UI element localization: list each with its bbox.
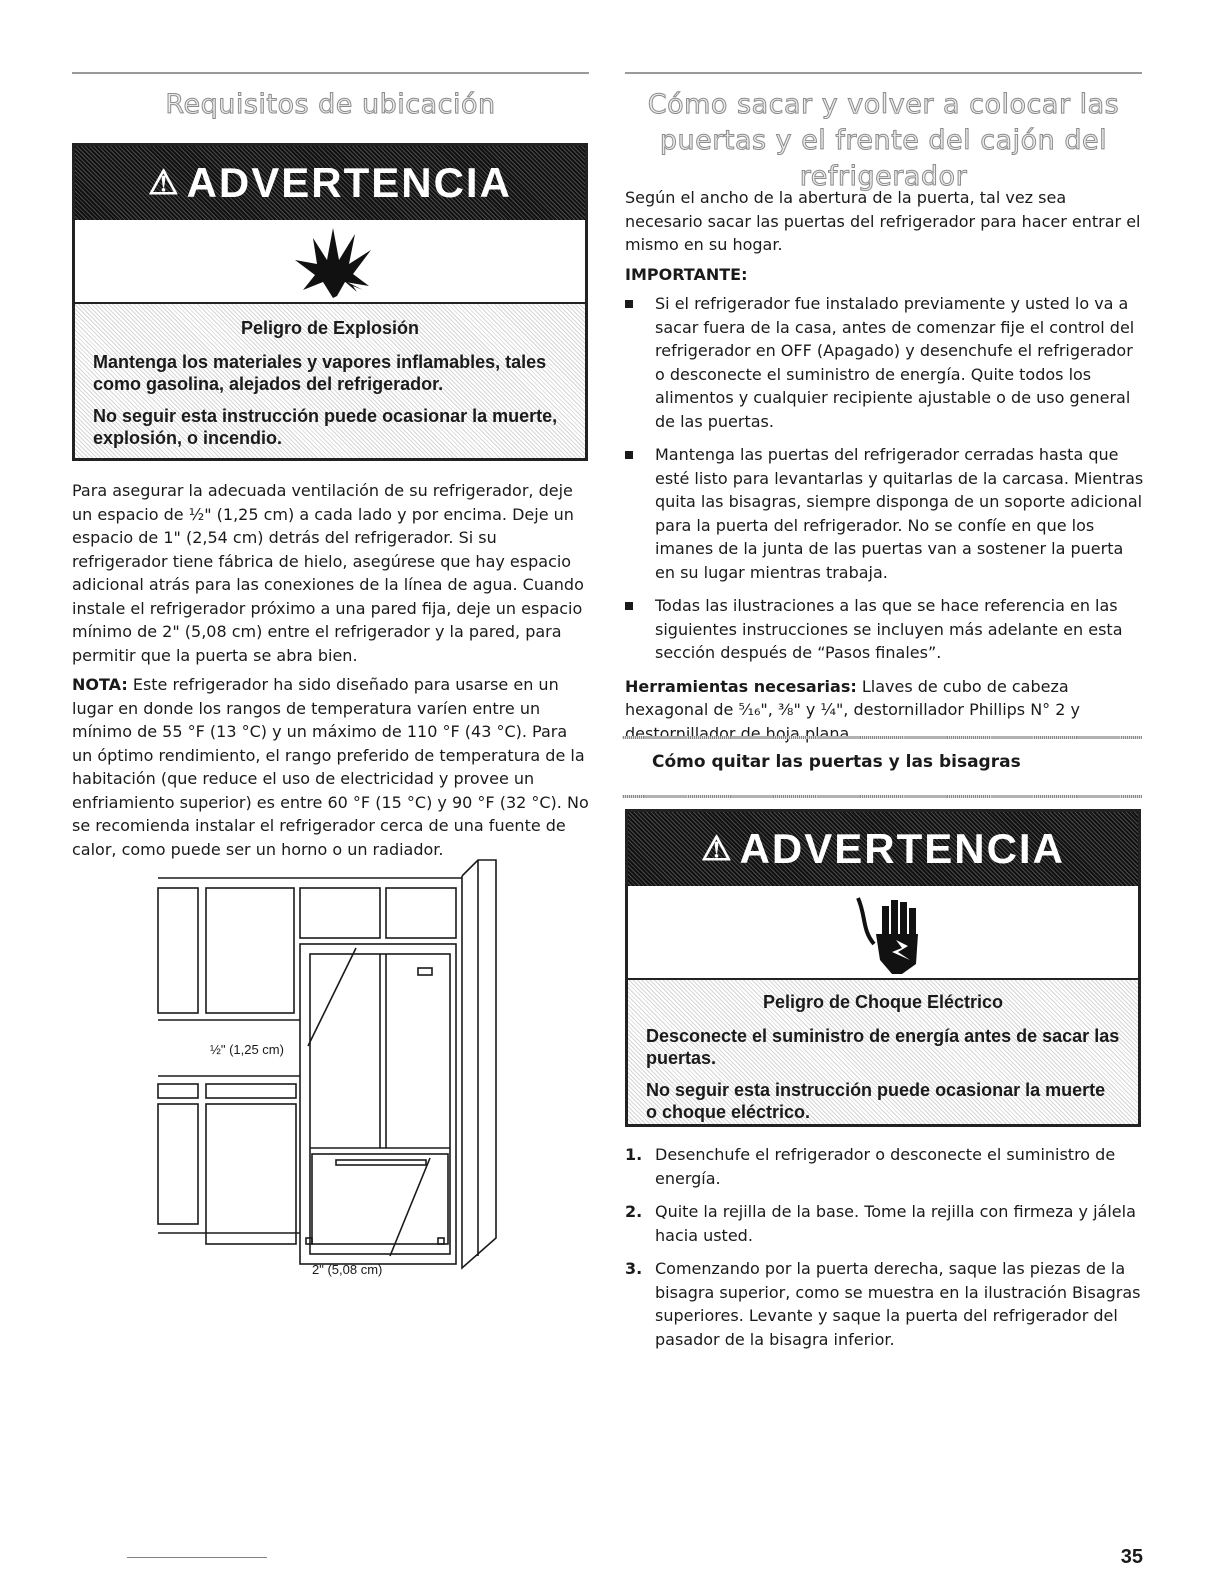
warning-line-1: Mantenga los materiales y vapores inflamables, tales como gasolina, alejados del refrigerador. — [93, 352, 547, 394]
explosion-warning-box — [72, 143, 588, 461]
intro-paragraph: Según el ancho de la abertura de la puerta, tal vez sea necesario sacar las puertas del refrigerador para hacer entrar el mismo en su hogar. — [625, 188, 1141, 254]
electric-shock-icon — [836, 886, 936, 978]
clearance-label-wall: 2" (5,08 cm) — [312, 1262, 383, 1277]
nota-label: NOTA: — [72, 675, 128, 694]
list-item: Mantenga las puertas del refrigerador cerradas hasta que esté listo para levantarlas y quitarlas de la carcasa. Mientras quita las bisagras, siempre disponga de un soporte adicional para la puerta del refrigerador. No se confíe en que los imanes de la junta de las puertas van a sostener la puerta en su lugar mientras trabaja. — [625, 443, 1145, 584]
list-item: Si el refrigerador fue instalado previamente y usted lo va a sacar fuera de la casa, antes de comenzar fije el control del refrigerador en OFF (Apagado) y desenchufe el refrigerador o desconecte el suministro de energía. Quite todos los alimentos y cualquier recipiente ajustable o de uso general de las puertas. — [625, 292, 1145, 433]
page-number: 35 — [1120, 1546, 1143, 1568]
warning-line-1: Desconecte el suministro de energía antes de sacar las puertas. — [646, 1026, 1120, 1068]
steps-list — [625, 1143, 1143, 1351]
clearance-label-side: ½" (1,25 cm) — [210, 1042, 284, 1057]
section-title-requisitos: Requisitos de ubicación — [165, 89, 496, 120]
subheading-text: Cómo quitar las puertas y las bisagras — [652, 752, 1021, 772]
step-item: 3. Comenzando por la puerta derecha, saque las piezas de la bisagra superior, como se muestra en la ilustración Bisagras superiores. Levante y saque la puerta del refrigerador del pasador de la bisagra inferior. — [625, 1259, 1141, 1349]
warning-line-2: No seguir esta instrucción puede ocasionar la muerte o choque eléctrico. — [646, 1080, 1106, 1122]
right-body-text — [625, 186, 1145, 751]
warning-icon-area — [75, 220, 585, 304]
warning-header: ⚠ ADVERTENCIA — [628, 812, 1138, 886]
section-title-puertas: Cómo sacar y volver a colocar las puertas y el frente del cajón del refrigerador — [647, 89, 1120, 192]
warning-triangle-icon: ⚠ — [148, 164, 181, 202]
right-top-rule — [625, 72, 1142, 74]
left-top-rule — [72, 72, 589, 74]
ventilation-paragraph: Para asegurar la adecuada ventilación de su refrigerador, deje un espacio de ½" (1,25 cm) a cada lado y por encima. Deje un espacio de 1" (2,54 cm) detrás del refrigerador. Si su refrigerador tiene fábrica de hielo, asegúrese que hay espacio adicional atrás para las conexiones de la línea de agua. Cuando instale el refrigerador próximo a una pared fija, deje un espacio mínimo de 2" (5,08 cm) entre el refrigerador y la pared, para permitir que la puerta se abra bien. — [72, 481, 584, 665]
explosion-icon — [283, 220, 383, 302]
warning-triangle-icon: ⚠ — [701, 830, 734, 868]
list-item: Todas las ilustraciones a las que se hace referencia en las siguientes instrucciones se incluyen más adelante en esta sección después de “Pasos finales”. — [625, 594, 1145, 665]
hazard-title: Peligro de Explosión — [240, 318, 420, 338]
warning-text-block — [646, 992, 1120, 1133]
tools-text: Llaves de cubo de cabeza hexagonal de ⁵⁄₁₆", ⅜" y ¼", destornillador Phillips N° 2 y destornillador de hoja plana. — [625, 676, 1080, 743]
subheading-bar — [622, 736, 1142, 798]
left-body-text — [72, 479, 590, 867]
electric-warning-box — [625, 809, 1141, 1127]
warning-line-2: No seguir esta instrucción puede ocasionar la muerte, explosión, o incendio. — [93, 406, 558, 448]
warning-text-block — [93, 318, 567, 459]
nota-text: Este refrigerador ha sido diseñado para usarse en un lugar en donde los rangos de temperatura varíen entre un mínimo de 55 °F (13 °C) y un máximo de 110 °F (43 °C). Para un óptimo rendimiento, el rango preferido de temperatura de la habitación (que reduce el uso de electricidad y provee un enfriamiento superior) es entre 60 °F (15 °C) y 90 °F (32 °C). No se recomienda instalar el refrigerador cerca de una fuente de calor, como puede ser un horno o un radiador. — [72, 675, 589, 859]
tools-label: Herramientas necesarias: — [625, 676, 857, 696]
importante-label: IMPORTANTE: — [625, 264, 748, 284]
steps-text — [625, 1143, 1143, 1361]
warning-icon-area — [628, 886, 1138, 980]
step-item: 1. Desenchufe el refrigerador o desconecte el suministro de energía. — [625, 1145, 1116, 1188]
footer-link-line — [127, 1557, 267, 1558]
tools-paragraph — [625, 675, 1145, 746]
warning-header: ⚠ ADVERTENCIA — [75, 146, 585, 220]
important-bullet-list — [625, 292, 1145, 665]
nota-paragraph — [72, 673, 590, 861]
step-item: 2. Quite la rejilla de la base. Tome la rejilla con firmeza y jálela hacia usted. — [625, 1202, 1136, 1245]
clearance-diagram — [150, 858, 510, 1278]
hazard-title: Peligro de Choque Eléctrico — [762, 992, 1004, 1012]
